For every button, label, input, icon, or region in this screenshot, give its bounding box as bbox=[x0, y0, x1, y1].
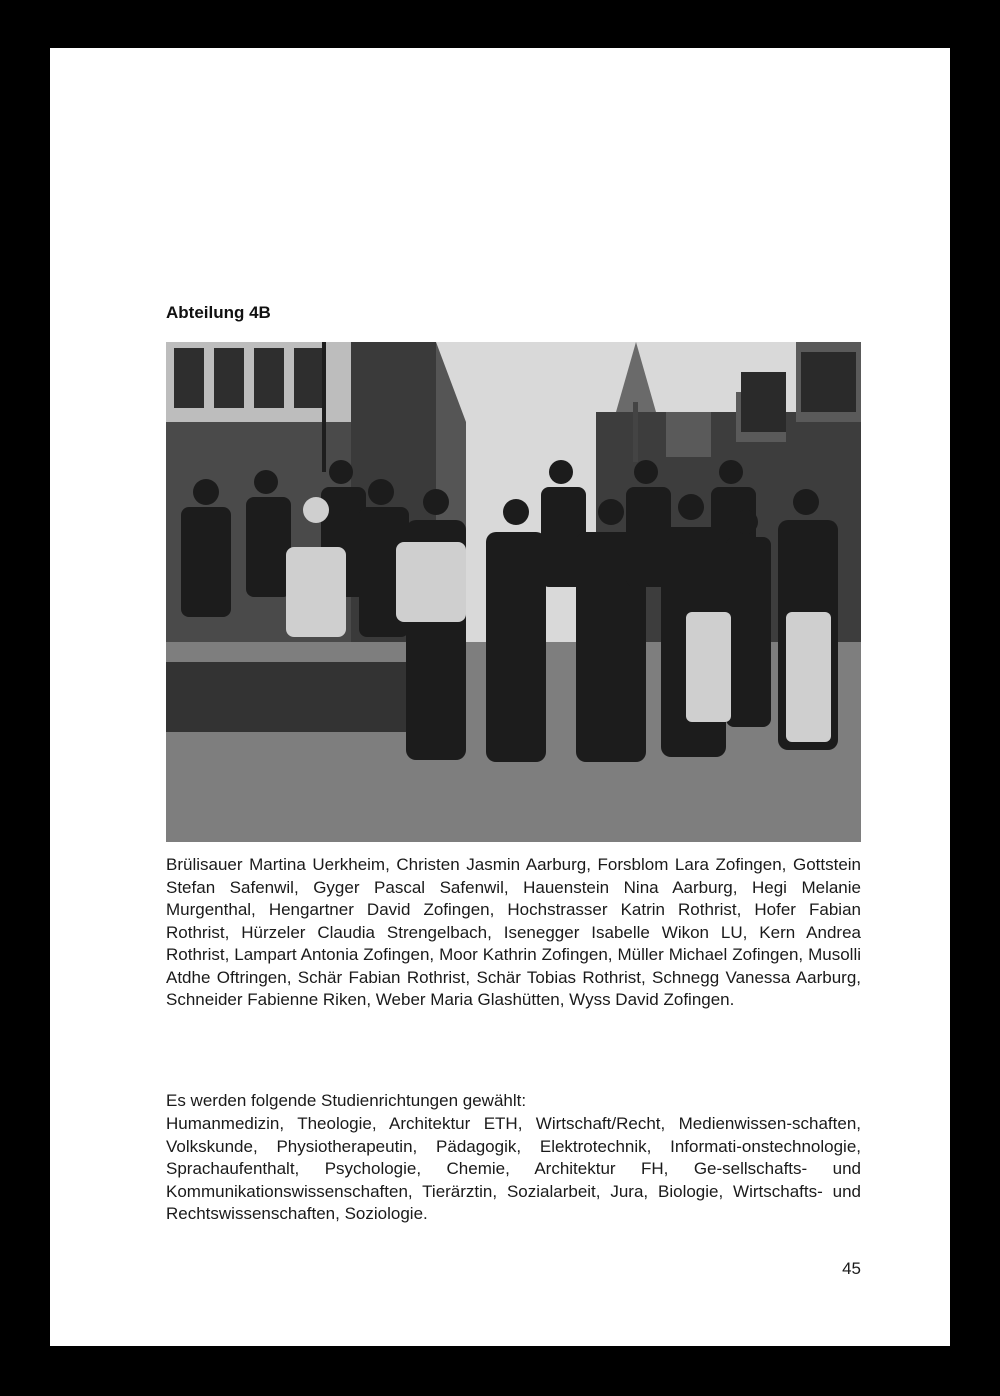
student-names-paragraph: Brülisauer Martina Uerkheim, Christen Jasmin Aarburg, Forsblom Lara Zofingen, Gottstein Stefan Safenwil, Gyger Pascal Safenwil, Hauenstein Nina Aarburg, Hegi Melanie Murgenthal, Hengartner David Zofingen, Hochstrasser Katrin Rothrist, Hofer Fabian Rothrist, Hürzeler Claudia Strengelbach, Isenegger Isabelle Wikon LU, Kern Andrea Rothrist, Lampart Antonia Zofingen, Moor Kathrin Zofingen, Müller Michael Zofingen, Musolli Atdhe Oftringen, Schär Fabian Rothrist, Schär Tobias Rothrist, Schnegg Vanessa Aarburg, Schneider Fabienne Riken, Weber Maria Glashütten, Wyss David Zofingen. bbox=[166, 855, 861, 1009]
section-heading: Abteilung 4B bbox=[166, 303, 271, 322]
studies-list: Humanmedizin, Theologie, Architektur ETH, Wirtschaft/Recht, Medienwissen-schaften, Volkskunde, Physiotherapeutin, Pädagogik, Elektrotechnik, Informati-onstechnologie, Sprachaufenthalt, Psychologie, Chemie, Architektur FH, Ge-sellschafts- und Kommunikationswissenschaften, Tierärztin, Sozialarbeit, Jura, Biologie, Wirtschafts- und Rechtswissenschaften, Soziologie. bbox=[166, 1114, 861, 1223]
class-group-photo bbox=[166, 342, 861, 842]
page-number: 45 bbox=[842, 1259, 861, 1278]
group-photo-icon bbox=[166, 342, 861, 842]
studies-intro: Es werden folgende Studienrichtungen gewählt: bbox=[166, 1091, 527, 1110]
document-page bbox=[50, 48, 950, 1346]
